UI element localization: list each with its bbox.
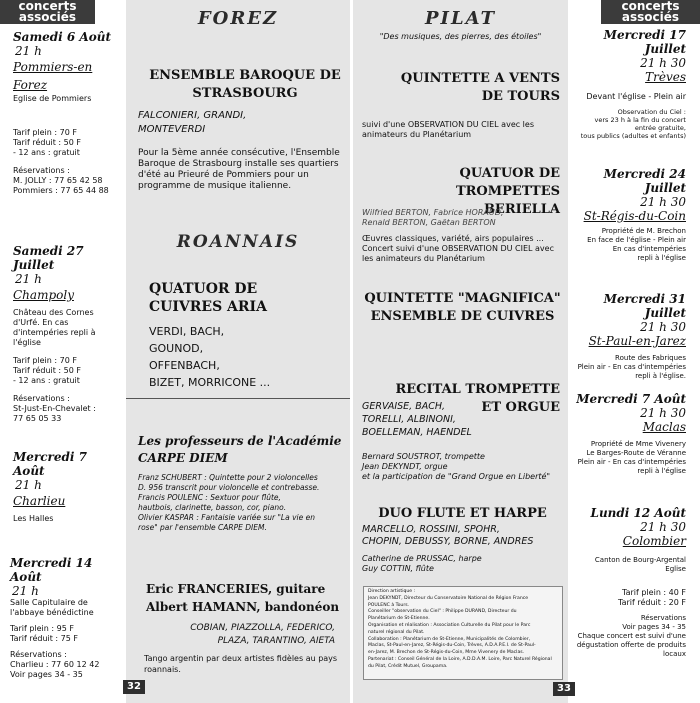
reservation-line: M. JOLLY : 77 65 42 58 [13, 176, 103, 185]
title-line: CARPE DIEM [138, 451, 228, 465]
duo-performers [362, 554, 562, 574]
brand-logo-left [0, 0, 95, 24]
event-reservations [13, 166, 121, 196]
price-reduced: Tarif réduit : 50 F [13, 366, 81, 375]
event-day: Mercredi 31 Juillet [603, 292, 686, 320]
quintette-vents-title [380, 70, 560, 106]
reservation-line: Charlieu : 77 60 12 42 [10, 660, 100, 669]
reservation-label: Réservations : [13, 394, 70, 403]
credit-line: du Pilat, Crédit Mutuel, Groupama. [368, 663, 448, 669]
reservation-label: Réservations : [10, 650, 67, 659]
extra-line: Le Barges-Route de Véranne [586, 449, 686, 457]
forez-concert-title: ENSEMBLE BAROQUE DE STRASBOURG [149, 68, 341, 101]
schedule-colombier [572, 506, 686, 659]
extra-line: repli à l'église [637, 254, 686, 262]
event-place: Champoly [13, 288, 74, 302]
event-time: 21 h [15, 478, 42, 492]
extra-line: En cas d'intempéries [612, 245, 686, 253]
extra-line: Plein air - En cas d'intempéries [577, 363, 686, 371]
trompettes-description: Œuvres classiques, variété, airs populaires ... Concert suivi d'une OBSERVATION DU CIEL avec les animateurs du Planétarium [362, 234, 554, 263]
event-venue: Propriété de Mme Vivenery [590, 440, 686, 448]
event-place: Colombier [622, 534, 686, 548]
schedule-pommiers [13, 30, 121, 196]
event-place: St-Régis-du-Coin [583, 209, 686, 223]
recital-composers [362, 400, 492, 439]
event-venue: Propriété de M. Brechon [601, 227, 686, 235]
schedule-maclas [572, 392, 686, 476]
composer-line: PLAZA, TARANTINO, AIETA [217, 636, 335, 646]
franceries-composers [130, 622, 335, 648]
event-extra [572, 236, 686, 263]
forez-composers: FALCONIERI, GRANDI, MONTEVERDI [138, 110, 247, 135]
title-line: QUATUOR DE [459, 166, 560, 181]
page-number-left: 32 [123, 680, 145, 694]
roannais-section-title: ROANNAIS [176, 232, 300, 252]
price-reduced: Tarif réduit : 50 F [13, 138, 81, 147]
event-day: Samedi 27 Juillet [13, 244, 84, 272]
event-venue: Canton de Bourg-Argental [594, 556, 686, 564]
event-venue: Devant l'église - Plein air [586, 92, 686, 101]
event-time: 21 h 30 [640, 520, 686, 534]
price-full: Tarif plein : 70 F [13, 128, 77, 137]
event-extra [572, 108, 686, 140]
program-line: Olivier KASPAR : Fantaisie variée sur "La vie en [138, 513, 315, 522]
event-time: 21 h 30 [640, 320, 686, 334]
reservation-line: 77 65 05 33 [13, 414, 62, 423]
event-day: Mercredi 24 Juillet [603, 167, 686, 195]
duo-composers [362, 524, 562, 548]
title-line: RECITAL TROMPETTE [395, 382, 560, 397]
event-extra [572, 363, 686, 381]
schedule-st-paul [572, 292, 686, 381]
credit-line: Partenariat : Conseil Général de la Loire, A.D.D.A.M. Loire, Parc Naturel Régional [368, 656, 552, 662]
schedule-charlieu-2 [10, 556, 122, 680]
price-reduced: Tarif réduit : 20 F [618, 598, 686, 607]
extra-line: tous publics (adultes et enfants) [580, 132, 686, 140]
reservation-line: Pommiers : 77 65 44 88 [13, 186, 109, 195]
roannais-composers [149, 323, 329, 391]
pilat-subtitle: "Des musiques, des pierres, des étoiles" [379, 32, 542, 41]
event-time: 21 h [15, 44, 42, 58]
extra-line: repli à l'église. [635, 372, 686, 380]
price-child: - 12 ans : gratuit [13, 148, 80, 157]
brand-line1: concerts [621, 0, 680, 13]
title-line: Les professeurs de l'Académie [138, 434, 342, 448]
title-line: Albert HAMANN, bandonéon [146, 600, 340, 614]
event-venue: Salle Capitulaire de l'abbaye bénédictine [10, 598, 94, 617]
schedule-champoly [13, 244, 121, 424]
event-extra [572, 449, 686, 476]
names-line: Renald BERTON, Gaëtan BERTON [362, 218, 496, 227]
reservation-label: Réservations : [13, 166, 70, 175]
page-number-right: 33 [553, 682, 575, 696]
performer-line: Catherine de PRUSSAC, harpe [362, 554, 482, 563]
performer-line: et la participation de "Grand Orgue en Liberté" [362, 472, 551, 481]
program-line: Franz SCHUBERT : Quintette pour 2 violoncelles [138, 473, 318, 482]
section-divider [126, 398, 350, 399]
event-prices [13, 128, 121, 158]
event-place: Charlieu [13, 494, 66, 508]
magnifica-title [360, 290, 565, 326]
title-line: Eric FRANCERIES, guitare [146, 582, 326, 596]
price-child: - 12 ans : gratuit [13, 376, 80, 385]
performer-line: Guy COTTIN, flûte [362, 564, 434, 573]
credit-line: naturel régional du Pilat. [368, 629, 425, 635]
event-day: Mercredi 17 Juillet [603, 28, 686, 56]
title-line: QUINTETTE "MAGNIFICA" [364, 291, 561, 306]
event-reservations [10, 650, 122, 680]
schedule-st-regis [572, 167, 686, 263]
credit-line: Organisation et réalisation : Association Culturelle du Pilat pour le Parc [368, 622, 531, 628]
event-day: Lundi 12 Août [590, 506, 686, 520]
reservation-line: Voir pages 34 - 35 [622, 623, 686, 631]
extra-line: entrée gratuite, [634, 124, 686, 132]
performer-line: Bernard SOUSTROT, trompette [362, 452, 485, 461]
names-line: Wilfried BERTON, Fabrice HORAUD, [362, 208, 504, 217]
trompettes-names [362, 208, 562, 228]
program-line: Francis POULENC : Sextuor pour flûte, [138, 493, 281, 502]
brand-line2: associés [18, 10, 77, 24]
program-line: D. 956 transcrit pour violoncelle et contrebasse. [138, 483, 320, 492]
event-prices [10, 624, 122, 644]
credit-line: Jean DEKYNDT, Directeur du Conservatoire National de Région France [368, 595, 529, 601]
composer-line: GOUNOD, [149, 342, 204, 355]
event-reservations [572, 614, 686, 659]
event-time: 21 h 30 [640, 195, 686, 209]
event-day: Mercredi 7 Août [576, 392, 686, 406]
event-day: Mercredi 7 Août [13, 450, 87, 478]
reservation-line: dégustation offerte de produits locaux [576, 641, 686, 658]
credit-line: Direction artistique : [368, 589, 416, 594]
extra-line: Plein air - En cas d'intempéries [577, 458, 686, 466]
title-line: ENSEMBLE DE CUIVRES [370, 309, 555, 324]
event-place: St-Paul-en-Jarez [588, 334, 686, 348]
event-place: Maclas [642, 420, 686, 434]
composer-line: VERDI, BACH, [149, 325, 225, 338]
performer-line: Jean DEKYNDT, orgue [362, 462, 448, 471]
schedule-treves [572, 28, 686, 140]
composer-line: OFFENBACH, [149, 359, 220, 372]
event-venue: Eglise de Pommiers [13, 94, 92, 103]
roannais-concert-title: QUATUOR DE CUIVRES ARIA [149, 281, 267, 315]
event-extra: Eglise [665, 565, 686, 573]
composer-line: CHOPIN, DEBUSSY, BORNE, ANDRES [362, 536, 534, 547]
extra-line: Observation du Ciel : [617, 108, 686, 116]
franceries-description: Tango argentin par deux artistes fidèles au pays roannais. [144, 654, 338, 674]
title-line: DE TOURS [481, 89, 560, 104]
brand-logo-right [601, 0, 700, 24]
price-full: Tarif plein : 95 F [10, 624, 74, 633]
title-line: ET ORGUE [481, 400, 560, 415]
forez-description: Pour la 5ème année consécutive, l'Ensemble Baroque de Strasbourg installe ses quartiers d'été au Prieuré de Pommiers pour un programme de musique italienne. [138, 148, 340, 191]
franceries-title [146, 580, 346, 616]
reservation-line: St-Just-En-Chevalet : [13, 404, 96, 413]
event-venue: Les Halles [13, 514, 54, 523]
reservation-label: Réservations [640, 614, 686, 622]
credit-line: en-Jarez, M. Brechon de St-Régis-du-Coin, Mme Vivenery de Maclas. [368, 650, 525, 656]
credit-line: POULENC à Tours. [368, 602, 410, 608]
event-prices [572, 588, 686, 608]
brand-line2: associés [621, 10, 680, 24]
event-place: Trèves [645, 70, 686, 84]
title-line: QUINTETTE A VENTS [400, 71, 560, 86]
event-day: Samedi 6 Août [13, 30, 112, 44]
event-time: 21 h [15, 272, 42, 286]
event-time: 21 h 30 [640, 56, 686, 70]
composer-line: TORELLI, ALBINONI, [362, 414, 456, 425]
extra-line: En face de l'église - Plein air [587, 236, 686, 244]
quintette-vents-description: suivi d'une OBSERVATION DU CIEL avec les animateurs du Planétarium [362, 120, 534, 139]
recital-performers [362, 452, 567, 482]
event-time: 21 h [12, 584, 39, 598]
program-line: hautbois, clarinette, basson, cor, piano. [138, 503, 287, 512]
event-day: Mercredi 14 Août [10, 556, 93, 584]
event-venue: Château des Cornes d'Urfé. En cas d'intempéries repli à l'église [13, 308, 96, 347]
composer-line: BOELLEMAN, HAENDEL [362, 427, 472, 438]
extra-line: vers 23 h à la fin du concert [594, 116, 686, 124]
composer-line: BIZET, MORRICONE ... [149, 376, 271, 389]
price-reduced: Tarif réduit : 75 F [10, 634, 78, 643]
extra-line: repli à l'église [637, 467, 686, 475]
event-time: 21 h 30 [640, 406, 686, 420]
price-full: Tarif plein : 70 F [13, 356, 77, 365]
carpe-diem-title [138, 433, 348, 467]
brand-line1: concerts [18, 0, 77, 13]
credits-box [363, 586, 563, 680]
credit-line: Planétarium de St-Etienne. [368, 616, 430, 622]
forez-section-title: FOREZ [197, 8, 279, 29]
duo-title: DUO FLUTE ET HARPE [378, 506, 547, 521]
pilat-section-title: PILAT [425, 8, 496, 29]
title-line: TROMPETTES BERIELLA [455, 184, 560, 217]
credit-line: Collaboration : Planétarium de St-Etienne, Municipalités de Colombier, [368, 636, 531, 642]
schedule-charlieu-1 [13, 450, 121, 524]
composer-line: GERVAISE, BACH, [362, 401, 446, 412]
program-line: rose" par l'ensemble CARPE DIEM. [138, 523, 267, 532]
reservation-line: Voir pages 34 - 35 [10, 670, 83, 679]
composer-line: COBIAN, PIAZZOLLA, FEDERICO, [190, 623, 335, 633]
event-place: Pommiers-en Forez [13, 60, 93, 92]
price-full: Tarif plein : 40 F [622, 588, 686, 597]
event-venue: Route des Fabriques [615, 354, 686, 362]
credit-line: Maclas, St-Paul-en-Jarez, St-Régis-du-Coin, Trèves, A.D.A.P.E.I. de St-Paul- [368, 643, 536, 649]
event-reservations [13, 394, 121, 424]
carpe-diem-program [138, 473, 348, 533]
event-prices [13, 356, 121, 386]
credit-line: Conseiller "observation du Ciel" : Philippe DURAND, Directeur du [368, 609, 517, 615]
reservation-line: Chaque concert est suivi d'une [577, 632, 686, 640]
composer-line: MARCELLO, ROSSINI, SPOHR, [362, 524, 500, 535]
